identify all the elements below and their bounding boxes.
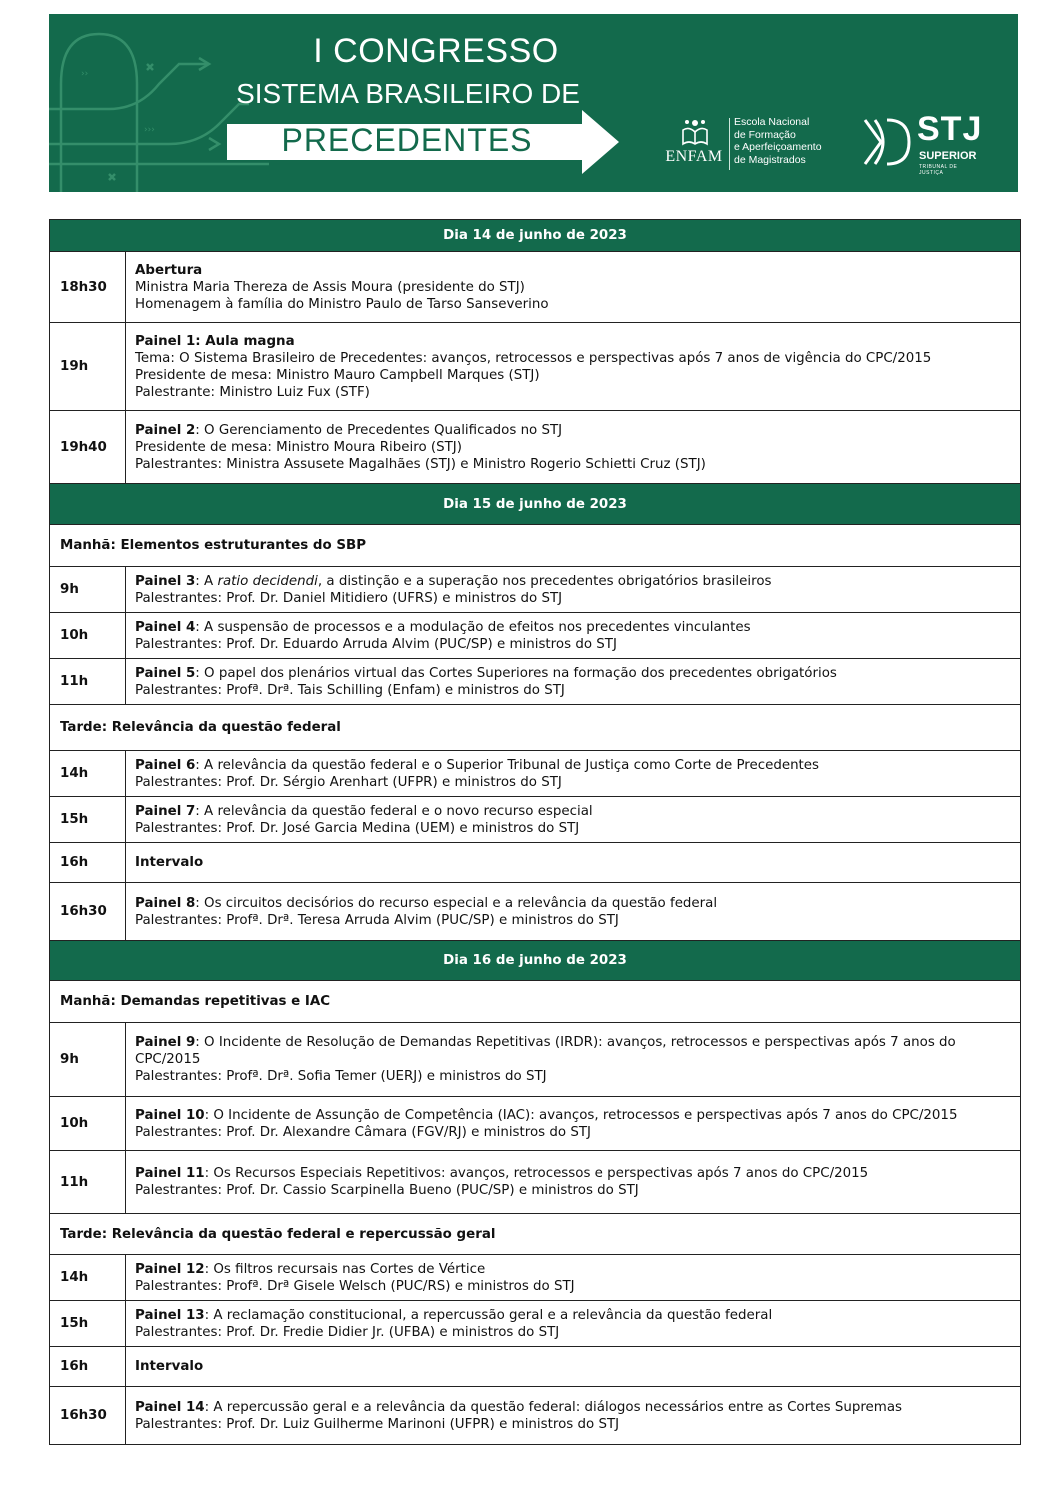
- table-row: [50, 883, 1021, 941]
- day-header: Dia 14 de junho de 2023: [50, 220, 1021, 252]
- session-title: : O Incidente de Assunção de Competência (IAC): avanços, retrocessos e perspectivas após 7 anos do CPC/2015: [204, 1107, 958, 1123]
- table-row: [50, 843, 1021, 883]
- session-label: Painel 14: [135, 1399, 205, 1415]
- session-detail: Palestrantes: Prof. Dr. Alexandre Câmara (FGV/RJ) e ministros do STJ: [135, 1124, 591, 1140]
- svg-text:››: ››: [81, 69, 89, 79]
- session-label: Intervalo: [135, 855, 204, 870]
- session-label: Intervalo: [135, 1359, 204, 1374]
- session-label: Painel 12: [135, 1261, 205, 1277]
- section-heading: Manhã: Demandas repetitivas e IAC: [50, 981, 1021, 1023]
- session-time: 16h30: [50, 883, 126, 941]
- session-label: Painel 3: [135, 573, 196, 589]
- enfam-divider: [729, 118, 730, 170]
- session-description: [126, 1301, 1021, 1347]
- session-label: Painel 5: [135, 665, 196, 681]
- table-row: [50, 1301, 1021, 1347]
- day-header-row: [50, 484, 1021, 525]
- session-title: : A suspensão de processos e a modulação de efeitos nos precedentes vinculantes: [195, 619, 751, 635]
- session-title: : Os circuitos decisórios do recurso especial e a relevância da questão federal: [195, 895, 718, 911]
- session-description: [126, 883, 1021, 941]
- enfam-text-line: Escola Nacional: [734, 116, 810, 128]
- table-row: [50, 613, 1021, 659]
- section-row: [50, 981, 1021, 1023]
- session-time: 15h: [50, 797, 126, 843]
- session-description: [126, 659, 1021, 705]
- session-detail: Ministra Maria Thereza de Assis Moura (presidente do STJ): [135, 279, 525, 295]
- table-row: [50, 751, 1021, 797]
- svg-text:›››: ›››: [144, 125, 155, 135]
- section-row: [50, 525, 1021, 567]
- session-label: Painel 11: [135, 1166, 205, 1181]
- banner-title-line1: I CONGRESSO: [313, 32, 559, 70]
- session-description: [126, 1387, 1021, 1445]
- enfam-text-line: e Aperfeiçoamento: [734, 141, 822, 153]
- session-label: Painel 2: [135, 422, 196, 438]
- session-label: Painel 7: [135, 803, 196, 819]
- session-detail: Palestrantes: Prof. Dr. Fredie Didier Jr. (UFBA) e ministros do STJ: [135, 1324, 560, 1340]
- session-detail: Palestrantes: Profª. Drª. Teresa Arruda Alvim (PUC/SP) e ministros do STJ: [135, 912, 619, 928]
- session-title: : O Gerenciamento de Precedentes Qualificados no STJ: [195, 422, 563, 438]
- session-title: : Os Recursos Especiais Repetitivos: avanços, retrocessos e perspectivas após 7 anos do CPC/2015: [204, 1166, 869, 1181]
- table-row: [50, 1023, 1021, 1097]
- enfam-book-icon: [681, 116, 709, 146]
- session-detail: Presidente de mesa: Ministro Mauro Campbell Marques (STJ): [135, 367, 540, 383]
- session-description: [126, 797, 1021, 843]
- table-row: [50, 1347, 1021, 1387]
- session-label: Painel 1: Aula magna: [135, 333, 295, 349]
- enfam-description: [734, 116, 849, 166]
- session-time: 15h: [50, 1301, 126, 1347]
- session-title-italic: ratio decidendi: [217, 573, 318, 589]
- enfam-text-line: de Magistrados: [734, 153, 806, 166]
- session-title: : A relevância da questão federal e o Superior Tribunal de Justiça como Corte de Precedentes: [195, 757, 820, 773]
- banner-title-line2: SISTEMA BRASILEIRO DE: [236, 78, 580, 109]
- session-description: [126, 1347, 1021, 1387]
- section-heading: Manhã: Elementos estruturantes do SBP: [50, 525, 1021, 567]
- table-row: [50, 411, 1021, 484]
- session-description: [126, 252, 1021, 323]
- session-description: [126, 567, 1021, 613]
- session-detail: Palestrantes: Prof. Dr. Eduardo Arruda Alvim (PUC/SP) e ministros do STJ: [135, 636, 617, 652]
- session-time: 16h: [50, 843, 126, 883]
- session-title: : A repercussão geral e a relevância da questão federal: diálogos necessários entre as Cortes Supremas: [204, 1399, 902, 1415]
- session-label: Painel 9: [135, 1035, 196, 1050]
- session-title: : Os filtros recursais nas Cortes de Vértice: [204, 1261, 486, 1277]
- session-detail: Homenagem à família do Ministro Paulo de Tarso Sanseverino: [135, 296, 549, 312]
- session-detail: Palestrantes: Prof. Dr. Luiz Guilherme Marinoni (UFPR) e ministros do STJ: [135, 1416, 620, 1432]
- session-detail: Palestrante: Ministro Luiz Fux (STF): [135, 384, 370, 400]
- session-time: 19h40: [50, 411, 126, 484]
- schedule-table: [49, 219, 1021, 1445]
- table-row: [50, 252, 1021, 323]
- session-title: : O papel dos plenários virtual das Cortes Superiores na formação dos precedentes obrigatórios: [195, 665, 837, 681]
- table-row: [50, 1097, 1021, 1151]
- session-time: 10h: [50, 1097, 126, 1151]
- banner-title-line3: PRECEDENTES: [281, 122, 533, 158]
- session-time: 14h: [50, 751, 126, 797]
- session-time: 16h: [50, 1347, 126, 1387]
- table-row: [50, 797, 1021, 843]
- session-detail: Palestrantes: Profª. Drª Gisele Welsch (PUC/RS) e ministros do STJ: [135, 1278, 575, 1294]
- session-detail: Palestrantes: Prof. Dr. José Garcia Medina (UEM) e ministros do STJ: [135, 820, 580, 836]
- table-row: [50, 1387, 1021, 1445]
- session-description: [126, 613, 1021, 659]
- session-description: [126, 323, 1021, 411]
- session-detail: Palestrantes: Prof. Dr. Cassio Scarpinella Bueno (PUC/SP) e ministros do STJ: [135, 1183, 639, 1198]
- session-label: Abertura: [135, 262, 203, 278]
- session-time: 9h: [50, 567, 126, 613]
- day-header-row: [50, 220, 1021, 252]
- session-time: 19h: [50, 323, 126, 411]
- session-detail: Palestrantes: Profª. Drª. Tais Schilling (Enfam) e ministros do STJ: [135, 682, 565, 698]
- session-label: Painel 13: [135, 1307, 205, 1323]
- session-time: 14h: [50, 1255, 126, 1301]
- session-time: 11h: [50, 1151, 126, 1214]
- session-label: Painel 8: [135, 895, 196, 911]
- stj-name: STJ: [917, 110, 983, 148]
- session-description: [126, 1097, 1021, 1151]
- stj-subtitle: SUPERIOR: [919, 150, 977, 162]
- session-title: : A relevância da questão federal e o novo recurso especial: [195, 803, 593, 819]
- session-description: [126, 1255, 1021, 1301]
- section-row: [50, 705, 1021, 751]
- session-detail: Palestrantes: Ministra Assusete Magalhães (STJ) e Ministro Rogerio Schietti Cruz (STJ): [135, 456, 706, 472]
- stj-subtitle-small: TRIBUNAL DE JUSTIÇA: [919, 164, 958, 176]
- session-title: : O Incidente de Resolução de Demandas Repetitivas (IRDR): avanços, retrocessos e perspectivas após 7 anos do CPC/2015: [135, 1035, 956, 1067]
- section-heading: Tarde: Relevância da questão federal: [50, 705, 1021, 751]
- session-label: Painel 4: [135, 619, 196, 635]
- session-title: , a distinção e a superação nos precedentes obrigatórios brasileiros: [317, 573, 772, 589]
- table-row: [50, 659, 1021, 705]
- session-description: [126, 751, 1021, 797]
- session-detail: Palestrantes: Prof. Dr. Sérgio Arenhart (UFPR) e ministros do STJ: [135, 774, 562, 790]
- section-row: [50, 1214, 1021, 1255]
- session-detail: Tema: O Sistema Brasileiro de Precedentes: avanços, retrocessos e perspectivas após 7 anos de vigência do CPC/2015: [135, 350, 932, 366]
- day-header-row: [50, 941, 1021, 981]
- table-row: [50, 1151, 1021, 1214]
- session-label: Painel 6: [135, 757, 196, 773]
- stj-logo: [861, 110, 983, 176]
- session-description: [126, 1151, 1021, 1214]
- table-row: [50, 323, 1021, 411]
- session-label: Painel 10: [135, 1107, 205, 1123]
- session-detail: Palestrantes: Prof. Dr. Daniel Mitidiero (UFRS) e ministros do STJ: [135, 590, 563, 606]
- day-header: Dia 16 de junho de 2023: [50, 941, 1021, 981]
- session-detail: Palestrantes: Profª. Drª. Sofia Temer (UERJ) e ministros do STJ: [135, 1069, 547, 1084]
- session-time: 16h30: [50, 1387, 126, 1445]
- enfam-text-line: de Formação: [734, 128, 796, 141]
- table-row: [50, 567, 1021, 613]
- session-title: : A reclamação constitucional, a repercussão geral e a relevância da questão federal: [204, 1307, 773, 1323]
- session-description: [126, 843, 1021, 883]
- session-description: [126, 411, 1021, 484]
- session-time: 18h30: [50, 252, 126, 323]
- session-time: 9h: [50, 1023, 126, 1097]
- session-description: [126, 1023, 1021, 1097]
- session-detail: Presidente de mesa: Ministro Moura Ribeiro (STJ): [135, 439, 462, 455]
- stj-emblem-icon: [861, 116, 913, 168]
- table-row: [50, 1255, 1021, 1301]
- session-title: : A: [195, 573, 218, 589]
- day-header: Dia 15 de junho de 2023: [50, 484, 1021, 525]
- session-time: 10h: [50, 613, 126, 659]
- header-banner: [49, 14, 1018, 192]
- section-heading: Tarde: Relevância da questão federal e repercussão geral: [50, 1214, 1021, 1255]
- enfam-logo: [659, 114, 849, 174]
- enfam-name: ENFAM: [665, 148, 723, 165]
- session-time: 11h: [50, 659, 126, 705]
